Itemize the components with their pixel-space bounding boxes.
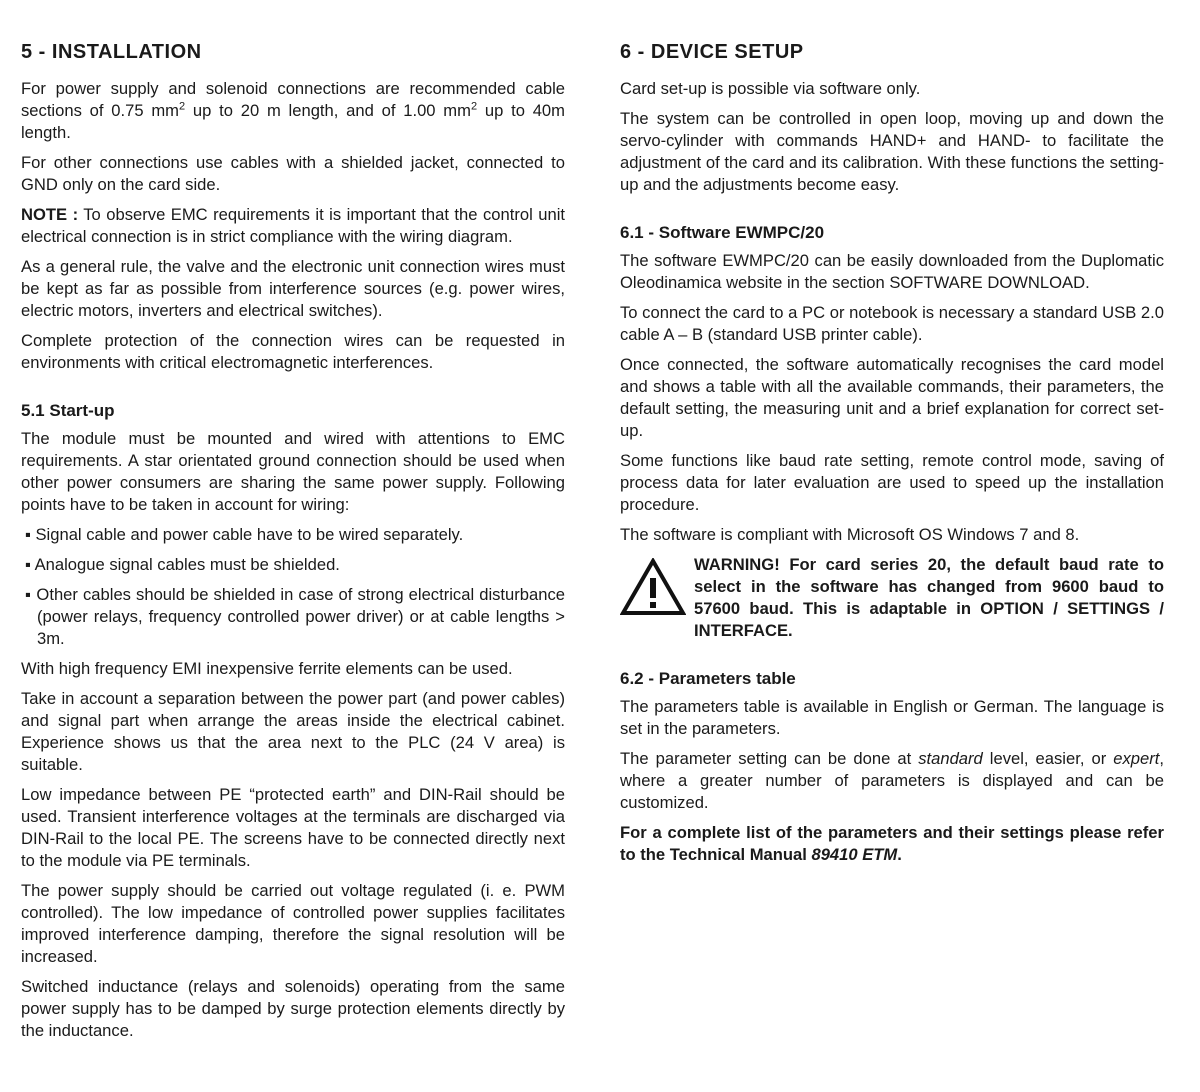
setup-software-paragraph: Card set-up is possible via software only.	[620, 79, 921, 98]
separation-paragraph: Take in account a separation between the power part (and power cables) and signal part when arrange the areas inside the electrical cabinet. Experience shows us that the area next to the PLC (24 V area) is suitable.	[21, 689, 565, 774]
language-paragraph: The parameters table is available in English or German. The language is set in the parameters.	[620, 697, 1164, 738]
ferrite-paragraph: With high frequency EMI inexpensive ferrite elements can be used.	[21, 659, 513, 678]
level-text-part: , where a greater number of parameters is displayed and can be customized.	[620, 749, 1164, 812]
protection-paragraph: Complete protection of the connection wires can be requested in environments with critical electromagnetic interferences.	[21, 331, 565, 372]
parameters-heading: 6.2 - Parameters table	[620, 669, 796, 688]
standard-level-term: standard	[918, 749, 983, 768]
superscript: 2	[470, 100, 478, 113]
note-paragraph	[21, 204, 565, 248]
startup-heading: 5.1 Start-up	[21, 401, 115, 420]
bullet-item: ▪ Other cables should be shielded in case of strong electrical disturbance (power relays, frequency controlled power driver) or at cable lengths > 3m.	[25, 585, 565, 648]
device-setup-heading: 6 - DEVICE SETUP	[620, 41, 804, 63]
cable-text-part: For power supply and solenoid connections are recommended cable sections of 0.75 mm	[21, 79, 565, 120]
software-heading: 6.1 - Software EWMPC/20	[620, 223, 825, 242]
download-paragraph: The software EWMPC/20 can be easily downloaded from the Duplomatic Oleodinamica website in the section SOFTWARE DOWNLOAD.	[620, 251, 1164, 292]
functions-paragraph: Some functions like baud rate setting, remote control mode, saving of process data for later evaluation are used to speed up the installation procedure.	[620, 451, 1164, 514]
inductance-paragraph: Switched inductance (relays and solenoids) operating from the same power supply has to be damped by surge protection elements directly by the inductance.	[21, 977, 565, 1040]
installation-column	[21, 38, 565, 1050]
parameter-level-paragraph	[620, 748, 1164, 814]
startup-intro-paragraph: The module must be mounted and wired with attentions to EMC requirements. A star orientated ground connection should be used when other power consumers are sharing the same power supply. Following points have to be taken in account for wiring:	[21, 429, 565, 514]
device-setup-column	[620, 38, 1164, 874]
cable-sections-paragraph	[21, 78, 565, 144]
open-loop-paragraph: The system can be controlled in open loop, moving up and down the servo-cylinder with commands HAND+ and HAND- to facilitate the adjustment of the card and its calibration. With these functions the setting-up and the adjustments become easy.	[620, 109, 1164, 194]
level-text-part: The parameter setting can be done at	[620, 749, 919, 768]
superscript: 2	[178, 100, 186, 113]
usb-paragraph: To connect the card to a PC or notebook is necessary a standard USB 2.0 cable A – B (standard USB printer cable).	[620, 303, 1164, 344]
bullet-item: ▪ Analogue signal cables must be shielded.	[25, 555, 340, 574]
power-supply-paragraph: The power supply should be carried out voltage regulated (i. e. PWM controlled). The low impedance of controlled power supplies facilitates improved interference damping, therefore the signal resolution will be increased.	[21, 881, 565, 966]
warning-text: WARNING! For card series 20, the default baud rate to select in the software has changed from 9600 baud to 57600 baud. This is adaptable in OPTION / SETTINGS / INTERFACE.	[694, 555, 1164, 640]
bullet-item: ▪ Signal cable and power cable have to be wired separately.	[25, 525, 464, 544]
reference-text-part: For a complete list of the parameters and their settings please refer to the Technical Manual	[620, 823, 1164, 864]
note-label: NOTE :	[21, 205, 79, 224]
manual-reference-paragraph	[620, 822, 1164, 866]
note-text: To observe EMC requirements it is important that the control unit electrical connection is in strict compliance with the wiring diagram.	[21, 205, 565, 246]
cable-text-part: up to 20 m length, and of 1.00 mm	[185, 101, 471, 120]
impedance-paragraph: Low impedance between PE “protected earth” and DIN-Rail should be used. Transient interference voltages at the terminals are discharged via DIN-Rail to the local PE. The screens have to be connected directly next to the module via PE terminals.	[21, 785, 565, 870]
shielded-cables-paragraph: For other connections use cables with a shielded jacket, connected to GND only on the card side.	[21, 153, 565, 194]
compliance-paragraph: The software is compliant with Microsoft OS Windows 7 and 8.	[620, 525, 1080, 544]
expert-level-term: expert	[1113, 749, 1160, 768]
warning-block	[620, 554, 1164, 642]
level-text-part: level, easier, or	[982, 749, 1114, 768]
recognition-paragraph: Once connected, the software automatically recognises the card model and shows a table with all the available commands, their parameters, the default setting, the measuring unit and a brief explanation for correct set-up.	[620, 355, 1164, 440]
general-rule-paragraph: As a general rule, the valve and the electronic unit connection wires must be kept as far as possible from interference sources (e.g. power wires, electric motors, inverters and electrical switches).	[21, 257, 565, 320]
cable-text-part: up to 40m length.	[21, 101, 565, 142]
manual-code: 89410 ETM	[811, 845, 898, 864]
reference-text-part: .	[897, 845, 902, 864]
installation-heading: 5 - INSTALLATION	[21, 41, 202, 63]
warning-triangle-icon	[620, 558, 686, 616]
